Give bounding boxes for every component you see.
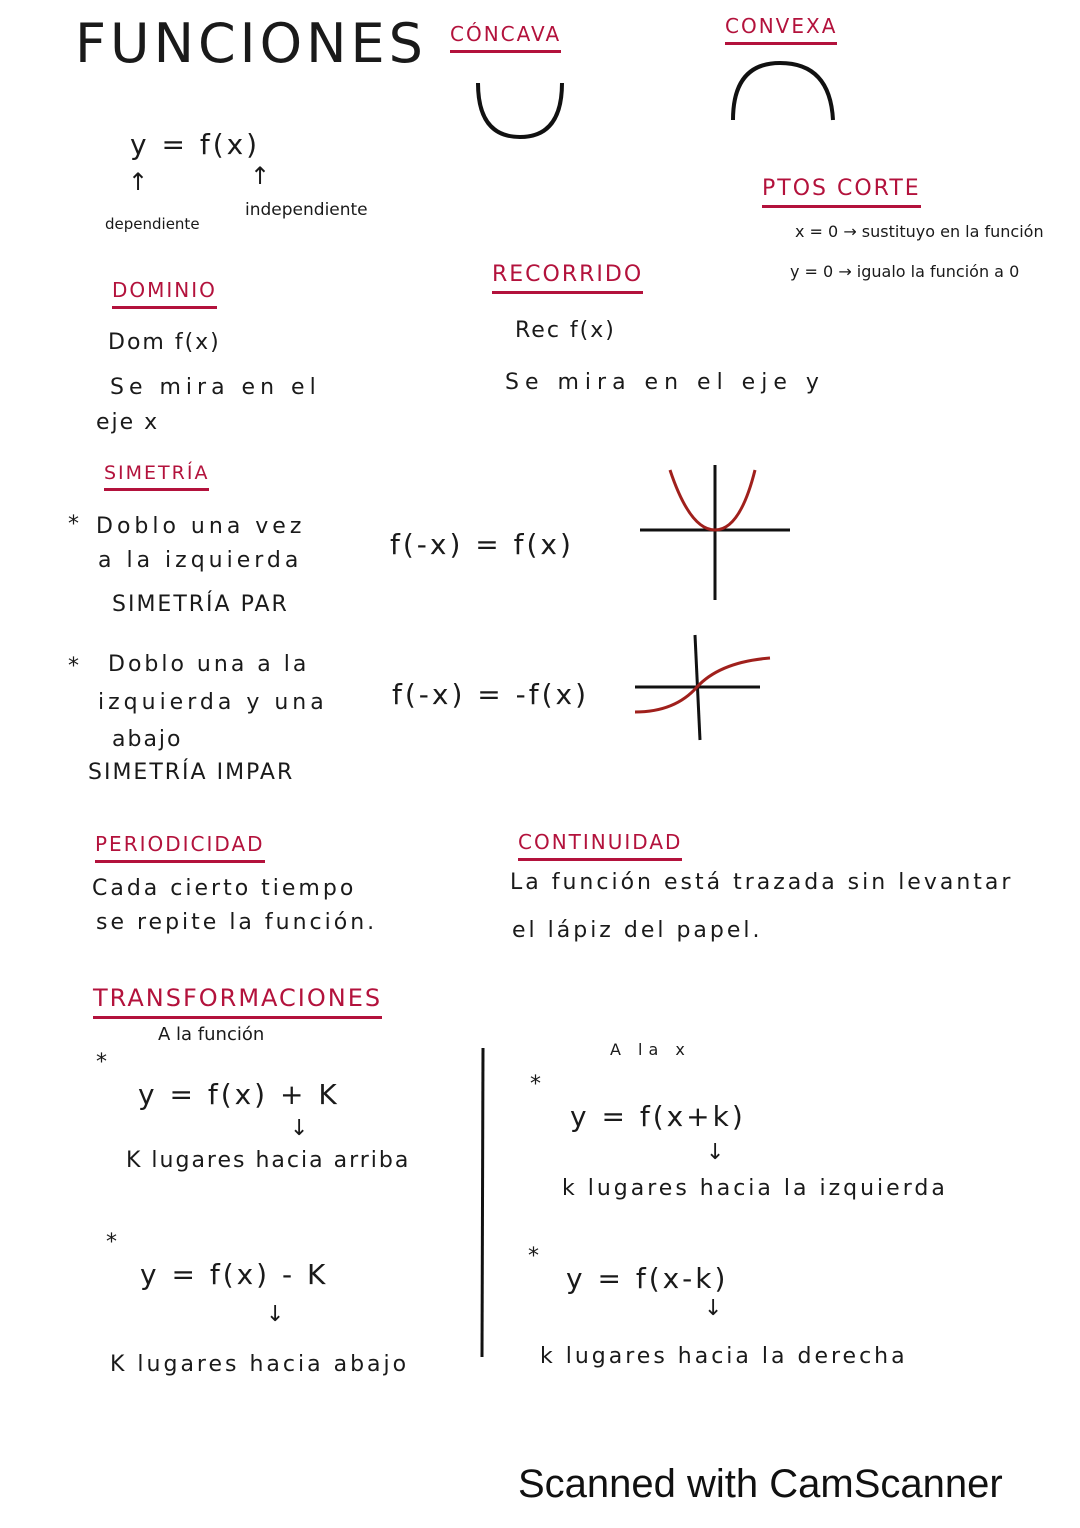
bullet: * <box>528 1244 541 1269</box>
recorrido-heading: RECORRIDO <box>492 262 643 294</box>
bullet: * <box>530 1072 543 1097</box>
down-arrow-icon: ↓ <box>290 1116 311 1141</box>
periodicidad-heading: PERIODICIDAD <box>95 832 265 863</box>
transform-subheading: A la x <box>610 1040 691 1059</box>
up-arrow-icon: ↑ <box>250 162 271 190</box>
down-arrow-icon: ↓ <box>266 1302 287 1327</box>
simetria-impar-name: SIMETRÍA IMPAR <box>88 760 295 785</box>
dominio-text: Se mira en el <box>110 375 321 400</box>
dependent-label: dependiente <box>105 215 200 233</box>
bullet: * <box>96 1050 109 1075</box>
periodicidad-text: se repite la función. <box>96 910 378 935</box>
simetria-impar-text: Doblo una a la <box>108 652 310 677</box>
down-arrow-icon: ↓ <box>706 1140 727 1165</box>
down-arrow-icon: ↓ <box>704 1296 725 1321</box>
simetria-impar-text: izquierda y una <box>98 690 328 715</box>
page-title: FUNCIONES <box>75 12 427 75</box>
transform-formula: y = f(x+k) <box>570 1100 746 1133</box>
continuidad-text: La función está trazada sin levantar <box>510 870 1014 895</box>
simetria-heading: SIMETRÍA <box>104 462 209 491</box>
transform-desc: k lugares hacia la izquierda <box>562 1176 948 1201</box>
concave-shape-icon <box>470 75 570 145</box>
simetria-par-text: a la izquierda <box>98 548 303 573</box>
concava-heading: CÓNCAVA <box>450 22 561 53</box>
simetria-par-name: SIMETRÍA PAR <box>112 592 289 617</box>
transform-subheading: A la función <box>158 1024 265 1045</box>
periodicidad-text: Cada cierto tiempo <box>92 876 357 901</box>
simetria-impar-formula: f(-x) = -f(x) <box>392 678 590 711</box>
puntos-corte-heading: PTOS CORTE <box>762 176 921 208</box>
puntos-corte-line: x = 0 → sustituyo en la función <box>795 222 1044 241</box>
odd-function-graph <box>630 630 775 745</box>
transform-desc: K lugares hacia arriba <box>126 1148 411 1173</box>
independent-label: independiente <box>245 200 368 220</box>
continuidad-text: el lápiz del papel. <box>512 918 763 943</box>
bullet: * <box>106 1230 119 1255</box>
even-function-graph <box>635 460 795 605</box>
convexa-heading: CONVEXA <box>725 14 837 45</box>
recorrido-text: Se mira en el eje y <box>505 370 825 395</box>
dominio-formula: Dom f(x) <box>108 330 221 355</box>
bullet: * <box>68 654 81 679</box>
divider-line <box>478 1045 488 1360</box>
simetria-impar-text: abajo <box>112 727 183 752</box>
transform-formula: y = f(x-k) <box>566 1262 729 1295</box>
transform-formula: y = f(x) - K <box>140 1258 329 1291</box>
function-formula: y = f(x) <box>130 128 261 161</box>
bullet: * <box>68 512 81 537</box>
simetria-par-text: Doblo una vez <box>96 514 306 539</box>
puntos-corte-line: y = 0 → igualo la función a 0 <box>790 262 1020 281</box>
dominio-text: eje x <box>96 410 160 435</box>
convex-shape-icon <box>725 55 840 125</box>
camscanner-watermark: Scanned with CamScanner <box>518 1462 1003 1506</box>
recorrido-formula: Rec f(x) <box>515 318 616 343</box>
up-arrow-icon: ↑ <box>128 168 149 196</box>
continuidad-heading: CONTINUIDAD <box>518 830 682 861</box>
transform-desc: K lugares hacia abajo <box>110 1352 410 1377</box>
simetria-par-formula: f(-x) = f(x) <box>390 528 574 561</box>
transform-desc: k lugares hacia la derecha <box>540 1344 908 1369</box>
dominio-heading: DOMINIO <box>112 278 217 309</box>
transformaciones-heading: TRANSFORMACIONES <box>93 984 382 1019</box>
transform-formula: y = f(x) + K <box>138 1078 340 1111</box>
